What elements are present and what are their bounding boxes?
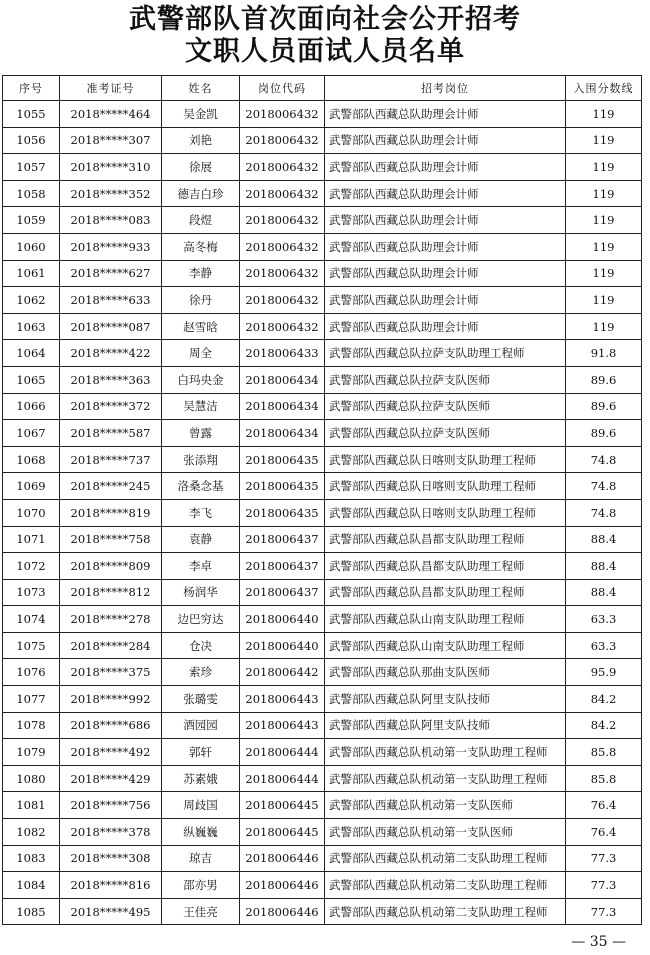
name-cell: 张璐雯 xyxy=(162,686,240,713)
name-cell: 徐展 xyxy=(162,154,240,181)
ticket-number-cell: 2018*****587 xyxy=(60,420,162,447)
position-code-cell: 2018006434 xyxy=(240,420,325,447)
name-cell: 袁静 xyxy=(162,526,240,553)
position-cell: 武警部队西藏总队助理会计师 xyxy=(325,260,566,287)
position-code-cell: 2018006432 xyxy=(240,287,325,314)
ticket-number-cell: 2018*****492 xyxy=(60,739,162,766)
table-row xyxy=(3,473,642,500)
serial-cell: 1058 xyxy=(3,180,60,207)
position-code-cell: 2018006432 xyxy=(240,127,325,154)
table-row xyxy=(3,287,642,314)
cutoff-score-cell: 89.6 xyxy=(566,420,642,447)
cutoff-score-cell: 119 xyxy=(566,154,642,181)
serial-cell: 1076 xyxy=(3,659,60,686)
ticket-number-cell: 2018*****495 xyxy=(60,898,162,925)
position-code-cell: 2018006432 xyxy=(240,207,325,234)
position-cell: 武警部队西藏总队阿里支队技师 xyxy=(325,686,566,713)
position-cell: 武警部队西藏总队机动第二支队助理工程师 xyxy=(325,845,566,872)
position-code-cell: 2018006446 xyxy=(240,898,325,925)
position-code-cell: 2018006443 xyxy=(240,712,325,739)
name-cell: 周全 xyxy=(162,340,240,367)
position-code-cell: 2018006435 xyxy=(240,473,325,500)
cutoff-score-cell: 85.8 xyxy=(566,739,642,766)
position-code-cell: 2018006440 xyxy=(240,632,325,659)
position-code-cell: 2018006432 xyxy=(240,260,325,287)
name-cell: 仓决 xyxy=(162,632,240,659)
cutoff-score-cell: 74.8 xyxy=(566,446,642,473)
position-cell: 武警部队西藏总队拉萨支队医师 xyxy=(325,366,566,393)
serial-cell: 1065 xyxy=(3,366,60,393)
table-row xyxy=(3,101,642,128)
ticket-number-cell: 2018*****756 xyxy=(60,792,162,819)
ticket-number-cell: 2018*****372 xyxy=(60,393,162,420)
position-code-cell: 2018006444 xyxy=(240,739,325,766)
ticket-number-cell: 2018*****308 xyxy=(60,845,162,872)
cutoff-score-cell: 88.4 xyxy=(566,553,642,580)
ticket-number-cell: 2018*****087 xyxy=(60,313,162,340)
position-code-cell: 2018006432 xyxy=(240,233,325,260)
position-code-cell: 2018006440 xyxy=(240,606,325,633)
position-cell: 武警部队西藏总队山南支队助理工程师 xyxy=(325,632,566,659)
header-ticket-number: 准考证号 xyxy=(60,76,162,101)
cutoff-score-cell: 74.8 xyxy=(566,473,642,500)
position-cell: 武警部队西藏总队机动第一支队医师 xyxy=(325,792,566,819)
ticket-number-cell: 2018*****809 xyxy=(60,553,162,580)
position-code-cell: 2018006432 xyxy=(240,154,325,181)
ticket-number-cell: 2018*****686 xyxy=(60,712,162,739)
position-code-cell: 2018006432 xyxy=(240,101,325,128)
name-cell: 高冬梅 xyxy=(162,233,240,260)
position-code-cell: 2018006446 xyxy=(240,845,325,872)
serial-cell: 1057 xyxy=(3,154,60,181)
serial-cell: 1075 xyxy=(3,632,60,659)
position-cell: 武警部队西藏总队助理会计师 xyxy=(325,233,566,260)
serial-cell: 1072 xyxy=(3,553,60,580)
serial-cell: 1059 xyxy=(3,207,60,234)
position-code-cell: 2018006446 xyxy=(240,872,325,899)
table-row xyxy=(3,313,642,340)
ticket-number-cell: 2018*****375 xyxy=(60,659,162,686)
position-cell: 武警部队西藏总队日喀则支队助理工程师 xyxy=(325,499,566,526)
position-code-cell: 2018006437 xyxy=(240,553,325,580)
serial-cell: 1067 xyxy=(3,420,60,447)
table-row xyxy=(3,446,642,473)
ticket-number-cell: 2018*****758 xyxy=(60,526,162,553)
name-cell: 李卓 xyxy=(162,553,240,580)
table-row xyxy=(3,393,642,420)
ticket-number-cell: 2018*****992 xyxy=(60,686,162,713)
cutoff-score-cell: 91.8 xyxy=(566,340,642,367)
position-code-cell: 2018006434 xyxy=(240,366,325,393)
ticket-number-cell: 2018*****812 xyxy=(60,579,162,606)
position-cell: 武警部队西藏总队助理会计师 xyxy=(325,127,566,154)
position-cell: 武警部队西藏总队机动第一支队助理工程师 xyxy=(325,765,566,792)
name-cell: 杨润华 xyxy=(162,579,240,606)
serial-cell: 1063 xyxy=(3,313,60,340)
cutoff-score-cell: 63.3 xyxy=(566,632,642,659)
table-row xyxy=(3,127,642,154)
cutoff-score-cell: 119 xyxy=(566,207,642,234)
cutoff-score-cell: 95.9 xyxy=(566,659,642,686)
cutoff-score-cell: 119 xyxy=(566,260,642,287)
table-row xyxy=(3,260,642,287)
cutoff-score-cell: 119 xyxy=(566,180,642,207)
table-row xyxy=(3,340,642,367)
cutoff-score-cell: 119 xyxy=(566,101,642,128)
page-title-line2: 文职人员面试人员名单 xyxy=(185,36,465,67)
ticket-number-cell: 2018*****816 xyxy=(60,872,162,899)
position-code-cell: 2018006432 xyxy=(240,313,325,340)
position-cell: 武警部队西藏总队助理会计师 xyxy=(325,180,566,207)
position-cell: 武警部队西藏总队日喀则支队助理工程师 xyxy=(325,446,566,473)
table-row xyxy=(3,553,642,580)
serial-cell: 1060 xyxy=(3,233,60,260)
position-cell: 武警部队西藏总队昌都支队助理工程师 xyxy=(325,553,566,580)
ticket-number-cell: 2018*****819 xyxy=(60,499,162,526)
table-row xyxy=(3,659,642,686)
table-row xyxy=(3,819,642,846)
cutoff-score-cell: 77.3 xyxy=(566,845,642,872)
cutoff-score-cell: 88.4 xyxy=(566,579,642,606)
serial-cell: 1083 xyxy=(3,845,60,872)
name-cell: 德吉白珍 xyxy=(162,180,240,207)
name-cell: 吴金凯 xyxy=(162,101,240,128)
table-row xyxy=(3,632,642,659)
serial-cell: 1078 xyxy=(3,712,60,739)
header-position: 招考岗位 xyxy=(325,76,566,101)
position-code-cell: 2018006435 xyxy=(240,499,325,526)
table-row xyxy=(3,712,642,739)
serial-cell: 1068 xyxy=(3,446,60,473)
ticket-number-cell: 2018*****310 xyxy=(60,154,162,181)
table-row xyxy=(3,233,642,260)
position-cell: 武警部队西藏总队机动第一支队医师 xyxy=(325,819,566,846)
position-cell: 武警部队西藏总队助理会计师 xyxy=(325,207,566,234)
ticket-number-cell: 2018*****429 xyxy=(60,765,162,792)
serial-cell: 1069 xyxy=(3,473,60,500)
cutoff-score-cell: 119 xyxy=(566,313,642,340)
ticket-number-cell: 2018*****083 xyxy=(60,207,162,234)
position-cell: 武警部队西藏总队阿里支队技师 xyxy=(325,712,566,739)
serial-cell: 1079 xyxy=(3,739,60,766)
ticket-number-cell: 2018*****278 xyxy=(60,606,162,633)
cutoff-score-cell: 63.3 xyxy=(566,606,642,633)
name-cell: 周歧国 xyxy=(162,792,240,819)
name-cell: 刘艳 xyxy=(162,127,240,154)
serial-cell: 1077 xyxy=(3,686,60,713)
cutoff-score-cell: 74.8 xyxy=(566,499,642,526)
ticket-number-cell: 2018*****633 xyxy=(60,287,162,314)
position-code-cell: 2018006445 xyxy=(240,792,325,819)
table-row xyxy=(3,366,642,393)
ticket-number-cell: 2018*****933 xyxy=(60,233,162,260)
position-code-cell: 2018006432 xyxy=(240,180,325,207)
ticket-number-cell: 2018*****352 xyxy=(60,180,162,207)
name-cell: 酒园园 xyxy=(162,712,240,739)
cutoff-score-cell: 76.4 xyxy=(566,819,642,846)
table-row xyxy=(3,526,642,553)
position-code-cell: 2018006444 xyxy=(240,765,325,792)
position-cell: 武警部队西藏总队昌都支队助理工程师 xyxy=(325,526,566,553)
ticket-number-cell: 2018*****464 xyxy=(60,101,162,128)
position-cell: 武警部队西藏总队助理会计师 xyxy=(325,287,566,314)
table-row xyxy=(3,739,642,766)
serial-cell: 1066 xyxy=(3,393,60,420)
position-code-cell: 2018006442 xyxy=(240,659,325,686)
ticket-number-cell: 2018*****737 xyxy=(60,446,162,473)
name-cell: 段煜 xyxy=(162,207,240,234)
table-row xyxy=(3,898,642,925)
cutoff-score-cell: 77.3 xyxy=(566,872,642,899)
table-row xyxy=(3,765,642,792)
serial-cell: 1064 xyxy=(3,340,60,367)
serial-cell: 1056 xyxy=(3,127,60,154)
serial-cell: 1061 xyxy=(3,260,60,287)
serial-cell: 1080 xyxy=(3,765,60,792)
table-row xyxy=(3,579,642,606)
table-row xyxy=(3,499,642,526)
cutoff-score-cell: 77.3 xyxy=(566,898,642,925)
position-cell: 武警部队西藏总队山南支队助理工程师 xyxy=(325,606,566,633)
name-cell: 白玛央金 xyxy=(162,366,240,393)
position-cell: 武警部队西藏总队拉萨支队助理工程师 xyxy=(325,340,566,367)
name-cell: 李飞 xyxy=(162,499,240,526)
table-row xyxy=(3,180,642,207)
cutoff-score-cell: 84.2 xyxy=(566,686,642,713)
position-code-cell: 2018006433 xyxy=(240,340,325,367)
table-header-row xyxy=(3,76,642,101)
name-cell: 王佳亮 xyxy=(162,898,240,925)
cutoff-score-cell: 119 xyxy=(566,127,642,154)
table-row xyxy=(3,606,642,633)
serial-cell: 1082 xyxy=(3,819,60,846)
table-row xyxy=(3,207,642,234)
position-code-cell: 2018006437 xyxy=(240,579,325,606)
cutoff-score-cell: 89.6 xyxy=(566,393,642,420)
cutoff-score-cell: 119 xyxy=(566,287,642,314)
cutoff-score-cell: 84.2 xyxy=(566,712,642,739)
position-cell: 武警部队西藏总队那曲支队医师 xyxy=(325,659,566,686)
table-row xyxy=(3,420,642,447)
ticket-number-cell: 2018*****284 xyxy=(60,632,162,659)
position-cell: 武警部队西藏总队机动第二支队助理工程师 xyxy=(325,872,566,899)
position-cell: 武警部队西藏总队机动第二支队助理工程师 xyxy=(325,898,566,925)
name-cell: 苏素娥 xyxy=(162,765,240,792)
serial-cell: 1062 xyxy=(3,287,60,314)
serial-cell: 1071 xyxy=(3,526,60,553)
serial-cell: 1055 xyxy=(3,101,60,128)
serial-cell: 1081 xyxy=(3,792,60,819)
position-code-cell: 2018006445 xyxy=(240,819,325,846)
table-row xyxy=(3,872,642,899)
serial-cell: 1084 xyxy=(3,872,60,899)
position-cell: 武警部队西藏总队助理会计师 xyxy=(325,101,566,128)
position-code-cell: 2018006443 xyxy=(240,686,325,713)
ticket-number-cell: 2018*****245 xyxy=(60,473,162,500)
table-row xyxy=(3,792,642,819)
name-cell: 邵亦男 xyxy=(162,872,240,899)
page-number: — 35 — xyxy=(571,934,626,950)
header-serial: 序号 xyxy=(3,76,60,101)
header-cutoff-score: 入围分数线 xyxy=(566,76,642,101)
position-code-cell: 2018006437 xyxy=(240,526,325,553)
name-cell: 洛桑念基 xyxy=(162,473,240,500)
position-cell: 武警部队西藏总队助理会计师 xyxy=(325,154,566,181)
position-cell: 武警部队西藏总队拉萨支队医师 xyxy=(325,420,566,447)
position-cell: 武警部队西藏总队机动第一支队助理工程师 xyxy=(325,739,566,766)
name-cell: 张添翔 xyxy=(162,446,240,473)
header-name: 姓名 xyxy=(162,76,240,101)
serial-cell: 1073 xyxy=(3,579,60,606)
position-cell: 武警部队西藏总队助理会计师 xyxy=(325,313,566,340)
ticket-number-cell: 2018*****378 xyxy=(60,819,162,846)
serial-cell: 1070 xyxy=(3,499,60,526)
ticket-number-cell: 2018*****627 xyxy=(60,260,162,287)
name-cell: 徐丹 xyxy=(162,287,240,314)
cutoff-score-cell: 119 xyxy=(566,233,642,260)
name-cell: 郭轩 xyxy=(162,739,240,766)
name-cell: 纵巍巍 xyxy=(162,819,240,846)
name-cell: 李静 xyxy=(162,260,240,287)
name-cell: 索珍 xyxy=(162,659,240,686)
name-cell: 边巴穷达 xyxy=(162,606,240,633)
position-cell: 武警部队西藏总队昌都支队助理工程师 xyxy=(325,579,566,606)
cutoff-score-cell: 88.4 xyxy=(566,526,642,553)
position-cell: 武警部队西藏总队日喀则支队助理工程师 xyxy=(325,473,566,500)
position-code-cell: 2018006434 xyxy=(240,393,325,420)
cutoff-score-cell: 76.4 xyxy=(566,792,642,819)
serial-cell: 1085 xyxy=(3,898,60,925)
cutoff-score-cell: 85.8 xyxy=(566,765,642,792)
ticket-number-cell: 2018*****307 xyxy=(60,127,162,154)
header-position-code: 岗位代码 xyxy=(240,76,325,101)
position-code-cell: 2018006435 xyxy=(240,446,325,473)
serial-cell: 1074 xyxy=(3,606,60,633)
candidate-table xyxy=(2,75,642,925)
table-row xyxy=(3,845,642,872)
page-title-line1: 武警部队首次面向社会公开招考 xyxy=(129,4,521,35)
position-cell: 武警部队西藏总队拉萨支队医师 xyxy=(325,393,566,420)
table-row xyxy=(3,154,642,181)
cutoff-score-cell: 89.6 xyxy=(566,366,642,393)
table-row xyxy=(3,686,642,713)
name-cell: 赵雪晗 xyxy=(162,313,240,340)
name-cell: 吴慧洁 xyxy=(162,393,240,420)
ticket-number-cell: 2018*****363 xyxy=(60,366,162,393)
name-cell: 琼吉 xyxy=(162,845,240,872)
ticket-number-cell: 2018*****422 xyxy=(60,340,162,367)
name-cell: 曾露 xyxy=(162,420,240,447)
